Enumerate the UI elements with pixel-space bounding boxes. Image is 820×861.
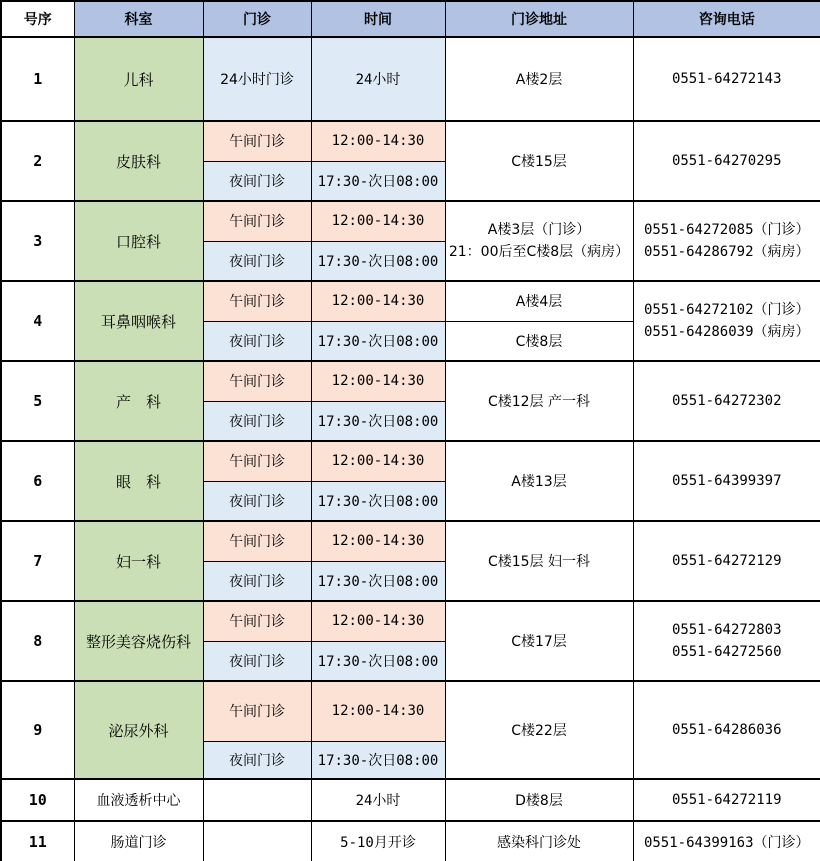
clinic-cell-noon: 午间门诊: [203, 601, 311, 641]
dept-cell: 产 科: [74, 361, 203, 441]
time-cell-noon: 12:00-14:30: [311, 201, 445, 241]
address-cell: A楼2层: [445, 37, 633, 121]
phone-line-1: 0551-64272085（门诊）: [643, 222, 810, 238]
phone-cell: 0551-64286036: [633, 681, 820, 779]
time-cell-night: 17:30-次日08:00: [311, 481, 445, 521]
phone-cell: [633, 601, 820, 681]
clinic-cell-night: 夜间门诊: [203, 641, 311, 681]
phone-cell: 0551-64399397: [633, 441, 820, 521]
address-cell: D楼8层: [445, 779, 633, 821]
header-cell-time: 时间: [311, 1, 445, 37]
time-cell-noon: 12:00-14:30: [311, 121, 445, 161]
phone-cell: 0551-64399163（门诊）: [633, 821, 820, 861]
rowno-cell: 9: [1, 681, 74, 779]
clinic-cell: [203, 779, 311, 821]
table-row-urology: [1, 681, 820, 741]
clinic-cell-night: 夜间门诊: [203, 161, 311, 201]
header-cell-no: 号序: [1, 1, 74, 37]
clinic-cell-noon: 午间门诊: [203, 201, 311, 241]
clinic-cell-night: 夜间门诊: [203, 741, 311, 779]
dept-cell: 血液透析中心: [74, 779, 203, 821]
time-cell-night: 17:30-次日08:00: [311, 561, 445, 601]
time-cell-night: 17:30-次日08:00: [311, 241, 445, 281]
table-row-enteric-clinic: [1, 821, 820, 861]
phone-line-1: 0551-64272102（门诊）: [643, 302, 810, 318]
phone-line-1: 0551-64272803: [671, 622, 782, 638]
dept-cell: 泌尿外科: [74, 681, 203, 779]
address-cell-noon: A楼4层: [445, 281, 633, 321]
clinic-cell-night: 夜间门诊: [203, 321, 311, 361]
clinic-cell-noon: 午间门诊: [203, 681, 311, 741]
table-row-pediatrics: [1, 37, 820, 121]
rowno-cell: 2: [1, 121, 74, 201]
clinic-cell-noon: 午间门诊: [203, 441, 311, 481]
phone-cell: 0551-64272302: [633, 361, 820, 441]
clinic-cell: [203, 821, 311, 861]
address-cell: C楼12层 产一科: [445, 361, 633, 441]
rowno-cell: 3: [1, 201, 74, 281]
time-cell-night: 17:30-次日08:00: [311, 321, 445, 361]
header-cell-clinic: 门诊: [203, 1, 311, 37]
rowno-cell: 6: [1, 441, 74, 521]
time-cell-noon: 12:00-14:30: [311, 681, 445, 741]
phone-cell: 0551-64270295: [633, 121, 820, 201]
clinic-cell-noon: 午间门诊: [203, 281, 311, 321]
rowno-cell: 4: [1, 281, 74, 361]
time-cell-noon: 12:00-14:30: [311, 281, 445, 321]
address-cell: C楼15层: [445, 121, 633, 201]
dept-cell: 肠道门诊: [74, 821, 203, 861]
dept-cell: 眼 科: [74, 441, 203, 521]
rowno-cell: 11: [1, 821, 74, 861]
phone-cell: 0551-64272129: [633, 521, 820, 601]
address-cell: A楼13层: [445, 441, 633, 521]
phone-cell: 0551-64272119: [633, 779, 820, 821]
table-row-dermatology: [1, 121, 820, 161]
table-row-plastic-burn: [1, 601, 820, 641]
clinic-cell-noon: 午间门诊: [203, 521, 311, 561]
time-cell-noon: 12:00-14:30: [311, 521, 445, 561]
rowno-cell: 5: [1, 361, 74, 441]
dept-cell: 口腔科: [74, 201, 203, 281]
address-cell: C楼17层: [445, 601, 633, 681]
rowno-cell: 8: [1, 601, 74, 681]
address-cell: [445, 201, 633, 281]
dept-cell: 耳鼻咽喉科: [74, 281, 203, 361]
time-cell: 24小时: [311, 779, 445, 821]
table-row-obstetrics: [1, 361, 820, 401]
address-cell: C楼22层: [445, 681, 633, 779]
table-row-gynecology: [1, 521, 820, 561]
phone-cell: [633, 201, 820, 281]
table-row-ophthalmology: [1, 441, 820, 481]
clinic-cell-night: 夜间门诊: [203, 241, 311, 281]
dept-cell: 整形美容烧伤科: [74, 601, 203, 681]
rowno-cell: 7: [1, 521, 74, 601]
dept-cell: 皮肤科: [74, 121, 203, 201]
rowno-cell: 1: [1, 37, 74, 121]
time-cell-night: 17:30-次日08:00: [311, 401, 445, 441]
dept-cell: 妇一科: [74, 521, 203, 601]
header-cell-address: 门诊地址: [445, 1, 633, 37]
time-cell: 5-10月开诊: [311, 821, 445, 861]
clinic-cell: 24小时门诊: [203, 37, 311, 121]
address-cell: 感染科门诊处: [445, 821, 633, 861]
time-cell: 24小时: [311, 37, 445, 121]
header-cell-dept: 科室: [74, 1, 203, 37]
address-cell-night: C楼8层: [445, 321, 633, 361]
dept-cell: 儿科: [74, 37, 203, 121]
time-cell-noon: 12:00-14:30: [311, 601, 445, 641]
clinic-cell-night: 夜间门诊: [203, 561, 311, 601]
time-cell-noon: 12:00-14:30: [311, 361, 445, 401]
table-row-ent: [1, 281, 820, 321]
address-line-1: A楼3层（门诊）: [487, 222, 591, 238]
header-cell-phone: 咨询电话: [633, 1, 820, 37]
clinic-cell-noon: 午间门诊: [203, 121, 311, 161]
table-row-stomatology: [1, 201, 820, 241]
time-cell-night: 17:30-次日08:00: [311, 641, 445, 681]
time-cell-noon: 12:00-14:30: [311, 441, 445, 481]
time-cell-night: 17:30-次日08:00: [311, 741, 445, 779]
time-cell-night: 17:30-次日08:00: [311, 161, 445, 201]
clinic-cell-night: 夜间门诊: [203, 481, 311, 521]
address-cell: C楼15层 妇一科: [445, 521, 633, 601]
phone-cell: 0551-64272143: [633, 37, 820, 121]
phone-line-2: 0551-64286039（病房）: [643, 324, 810, 340]
phone-cell: [633, 281, 820, 361]
header-row: [1, 1, 820, 37]
rowno-cell: 10: [1, 779, 74, 821]
phone-line-2: 0551-64272560: [671, 644, 782, 660]
clinic-cell-noon: 午间门诊: [203, 361, 311, 401]
phone-line-2: 0551-64286792（病房）: [643, 244, 810, 260]
table-row-hemodialysis: [1, 779, 820, 821]
clinic-cell-night: 夜间门诊: [203, 401, 311, 441]
address-line-2: 21：00后至C楼8层（病房）: [448, 244, 630, 260]
